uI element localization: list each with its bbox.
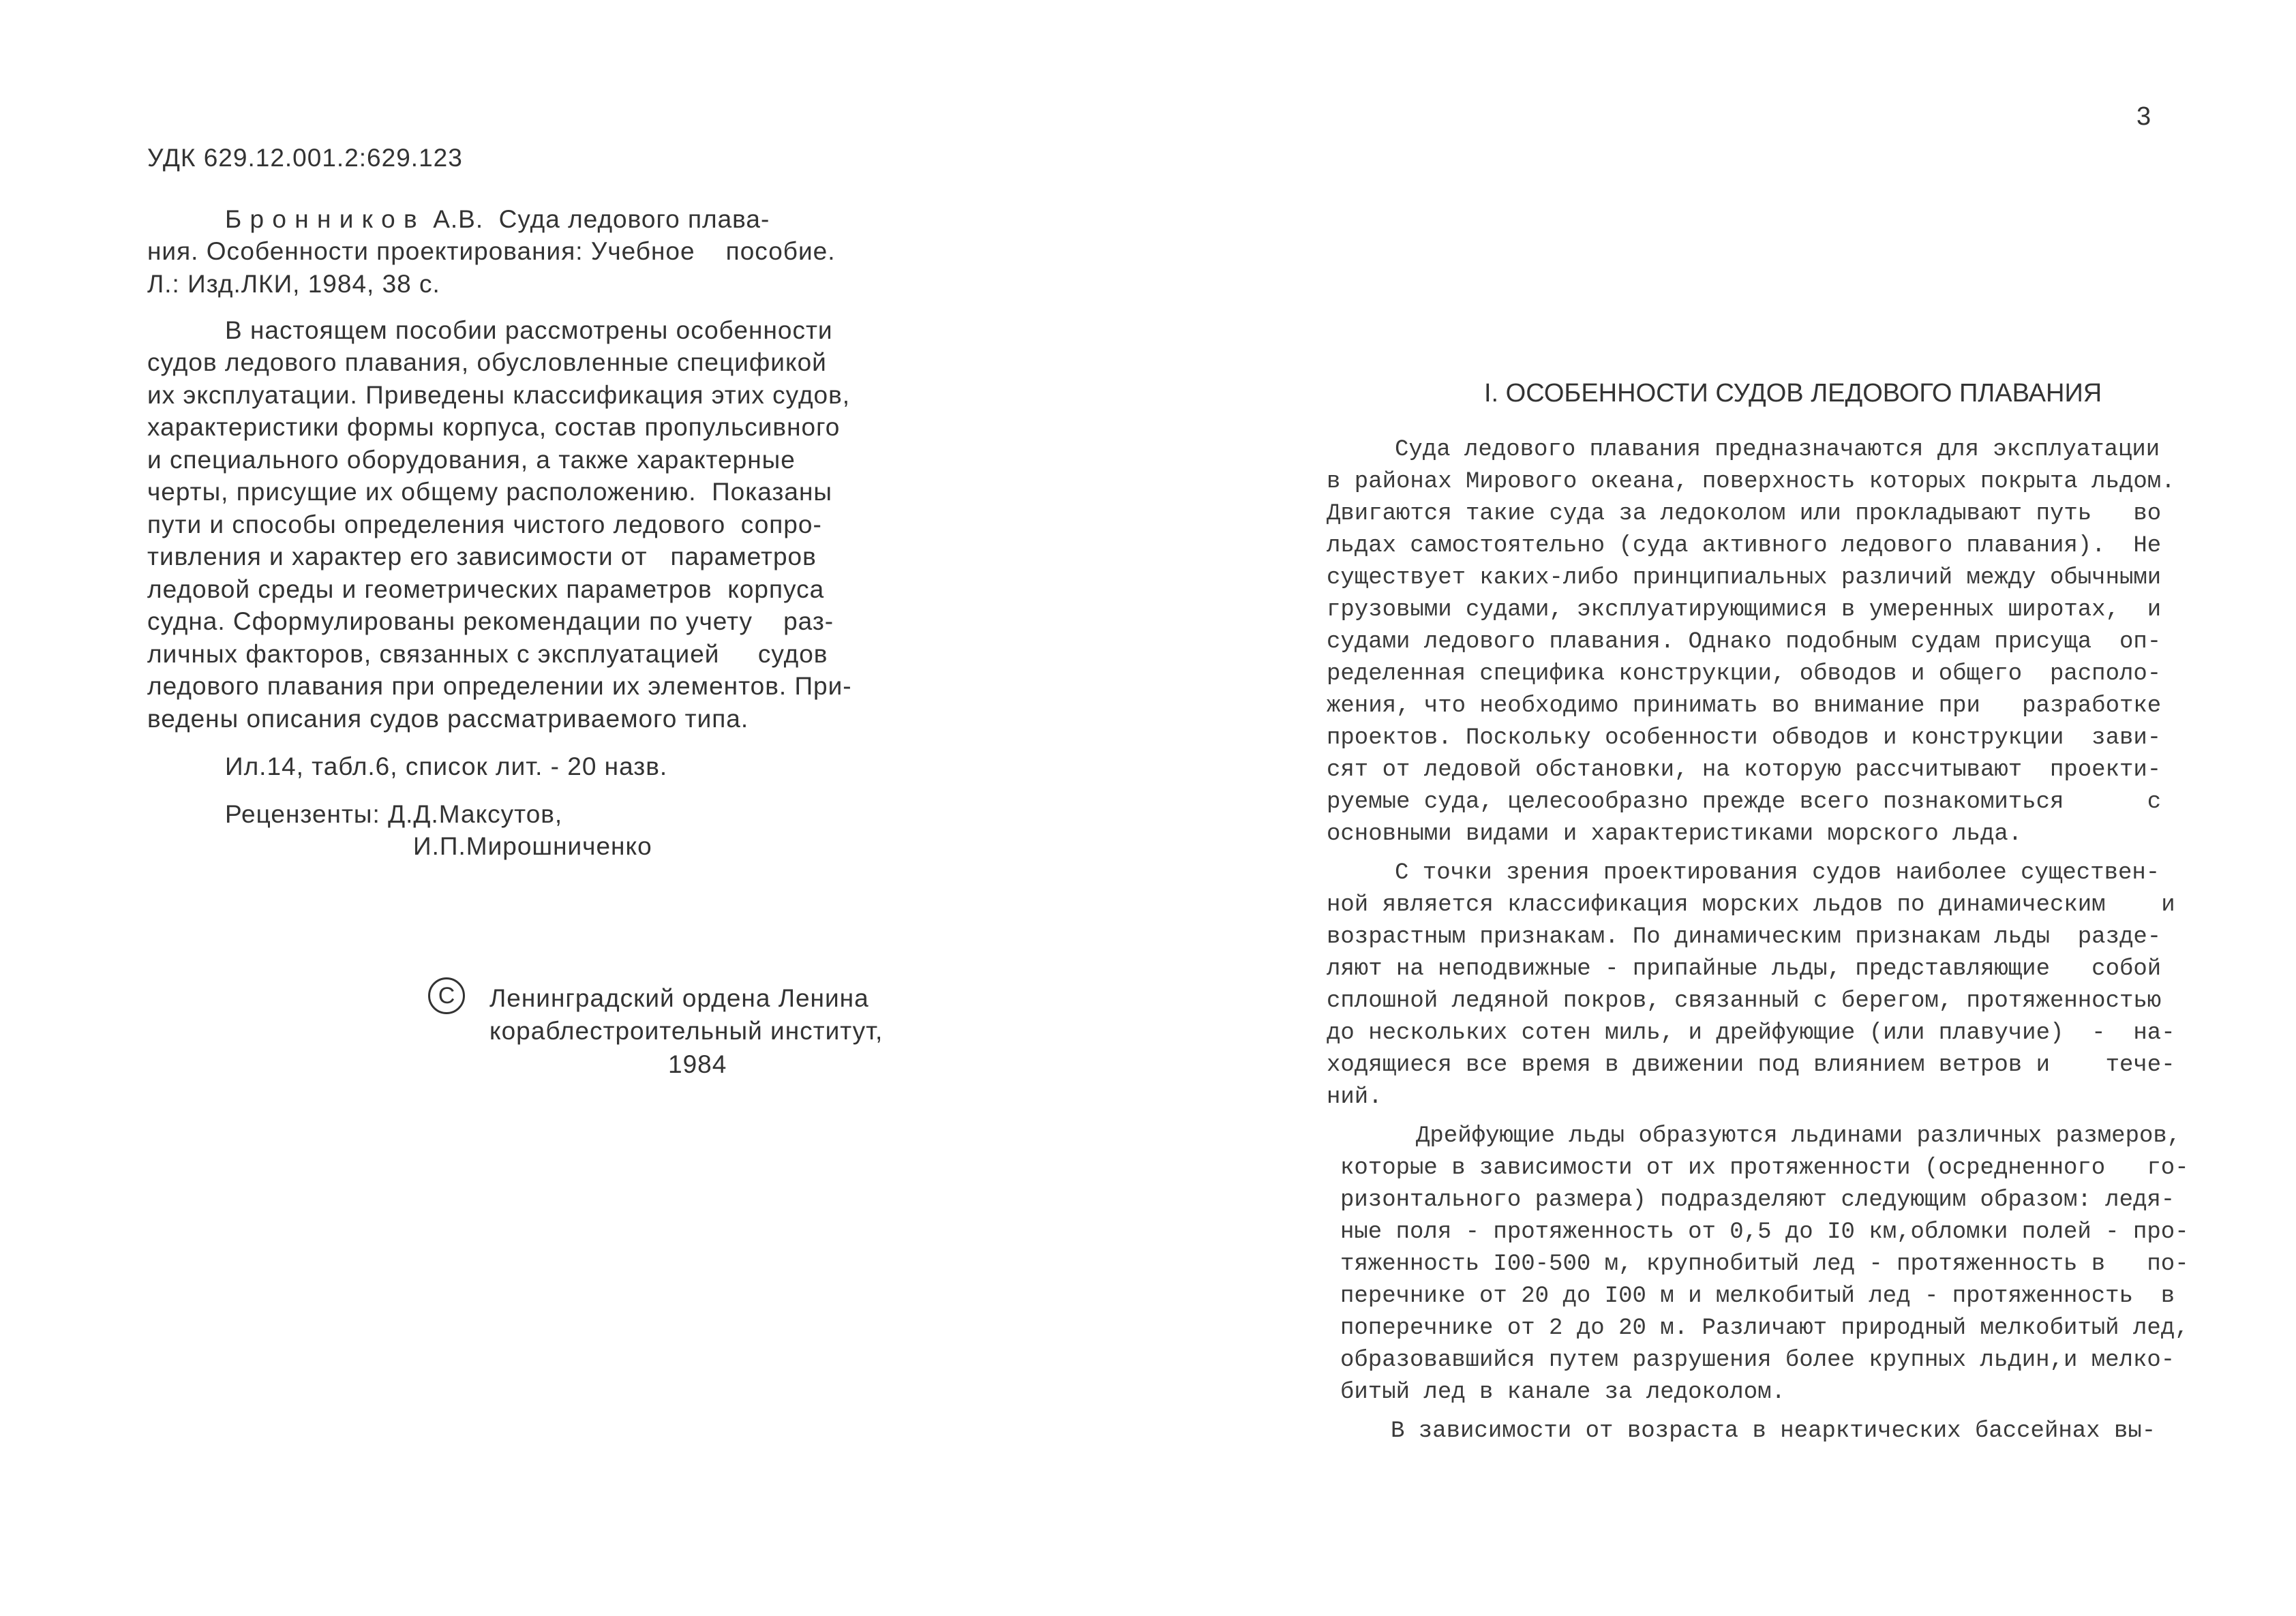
body-line: возрастным признакам. По динамическим признакам льды разде- <box>1327 924 2162 950</box>
body-line: В зависимости от возраста в неарктических бассейнах вы- <box>1391 1418 2156 1444</box>
abstract-line: пути и способы определения чистого ледового сопро- <box>147 510 822 538</box>
body-line: ходящиеся все время в движении под влиянием ветров и тече- <box>1327 1052 2175 1078</box>
body-line: Дрейфующие льды образуются льдинами различных размеров, <box>1416 1123 2181 1149</box>
abstract-line: ледового плавания при определении их элементов. При- <box>147 672 852 700</box>
body-line: в районах Мирового океана, поверхность которых покрыта льдом. <box>1327 469 2175 495</box>
citation-line: Л.: Изд.ЛКИ, 1984, 38 с. <box>147 270 440 298</box>
abstract-line: тивления и характер его зависимости от параметров <box>147 543 817 570</box>
body-line: которые в зависимости от их протяженности (осредненного го- <box>1340 1155 2189 1181</box>
section-heading: I. ОСОБЕННОСТИ СУДОВ ЛЕДОВОГО ПЛАВАНИЯ <box>1484 379 2102 408</box>
reviewers-line: И.П.Мирошниченко <box>413 832 652 860</box>
body-line: ний. <box>1327 1084 1383 1110</box>
body-line: Суда ледового плавания предназначаются для эксплуатации <box>1395 437 2160 463</box>
copyright-line: 1984 <box>668 1050 727 1078</box>
abstract-line: ледовой среды и геометрических параметров корпуса <box>147 575 825 603</box>
body-line: поперечнике от 2 до 20 м. Различают природный мелкобитый лед, <box>1340 1315 2189 1341</box>
page-number: 3 <box>2136 102 2151 131</box>
abstract-line: В настоящем пособии рассмотрены особенности <box>225 316 833 344</box>
body-line: руемые суда, целесообразно прежде всего познакомиться с <box>1327 789 2162 815</box>
body-line: перечнике от 20 до I00 м и мелкобитый лед - протяженность в <box>1340 1283 2175 1309</box>
body-line: сплошной ледяной покров, связанный с берегом, протяженностью <box>1327 988 2162 1014</box>
abstract-line: судна. Сформулированы рекомендации по учету раз- <box>147 607 834 635</box>
body-line: сят от ледовой обстановки, на которую рассчитывают проекти- <box>1327 757 2162 783</box>
body-line: ляют на неподвижные - припайные льды, представляющие собой <box>1327 956 2162 982</box>
abstract-line: личных факторов, связанных с эксплуатацией судов <box>147 640 828 668</box>
body-line: судами ледового плавания. Однако подобным судам присуща оп- <box>1327 629 2162 655</box>
body-line: тяженность I00-500 м, крупнобитый лед - протяженность в по- <box>1340 1251 2189 1277</box>
body-line: основными видами и характеристиками морского льда. <box>1327 821 2023 847</box>
body-line: проектов. Поскольку особенности обводов и конструкции зави- <box>1327 725 2162 751</box>
abstract-line: и специального оборудования, а также характерные <box>147 446 796 474</box>
abstract-line: характеристики формы корпуса, состав пропульсивного <box>147 413 841 441</box>
citation-line: ния. Особенности проектирования: Учебное пособие. <box>147 237 836 265</box>
copyright-icon: C <box>428 977 465 1014</box>
abstract-line: их эксплуатации. Приведены классификация этих судов, <box>147 381 851 409</box>
body-line: С точки зрения проектирования судов наиболее существен- <box>1395 860 2160 886</box>
abstract-line: черты, присущие их общему расположению. Показаны <box>147 478 832 506</box>
illustrations-info: Ил.14, табл.6, список лит. - 20 назв. <box>225 752 668 780</box>
udc-code: УДК 629.12.001.2:629.123 <box>147 144 463 172</box>
body-line: битый лед в канале за ледоколом. <box>1340 1379 1785 1405</box>
abstract-line: ведены описания судов рассматриваемого типа. <box>147 705 749 733</box>
body-line: ные поля - протяженность от 0,5 до I0 км,обломки полей - про- <box>1340 1219 2189 1245</box>
body-line: образовавшийся путем разрушения более крупных льдин,и мелко- <box>1340 1347 2175 1373</box>
body-line: льдах самостоятельно (суда активного ледового плавания). Не <box>1327 533 2162 559</box>
body-line: жения, что необходимо принимать во внимание при разработке <box>1327 693 2162 719</box>
body-line: Двигаются такие суда за ледоколом или прокладывают путь во <box>1327 501 2162 527</box>
copyright-line: Ленинградский ордена Ленина <box>489 984 869 1012</box>
copyright-line: кораблестроительный институт, <box>489 1017 883 1045</box>
reviewers-line: Рецензенты: Д.Д.Максутов, <box>225 800 563 828</box>
body-line: ризонтального размера) подразделяют следующим образом: ледя- <box>1340 1187 2175 1213</box>
body-line: ной является классификация морских льдов по динамическим и <box>1327 892 2175 918</box>
citation-line: Б р о н н и к о в А.В. Суда ледового плава- <box>225 205 770 233</box>
body-line: грузовыми судами, эксплуатирующимися в умеренных широтах, и <box>1327 597 2162 623</box>
abstract-line: судов ледового плавания, обусловленные спецификой <box>147 348 827 376</box>
body-line: ределенная специфика конструкции, обводов и общего располо- <box>1327 661 2162 687</box>
body-line: до нескольких сотен миль, и дрейфующие (или плавучие) - на- <box>1327 1020 2175 1046</box>
body-line: существует каких-либо принципиальных различий между обычными <box>1327 565 2162 591</box>
